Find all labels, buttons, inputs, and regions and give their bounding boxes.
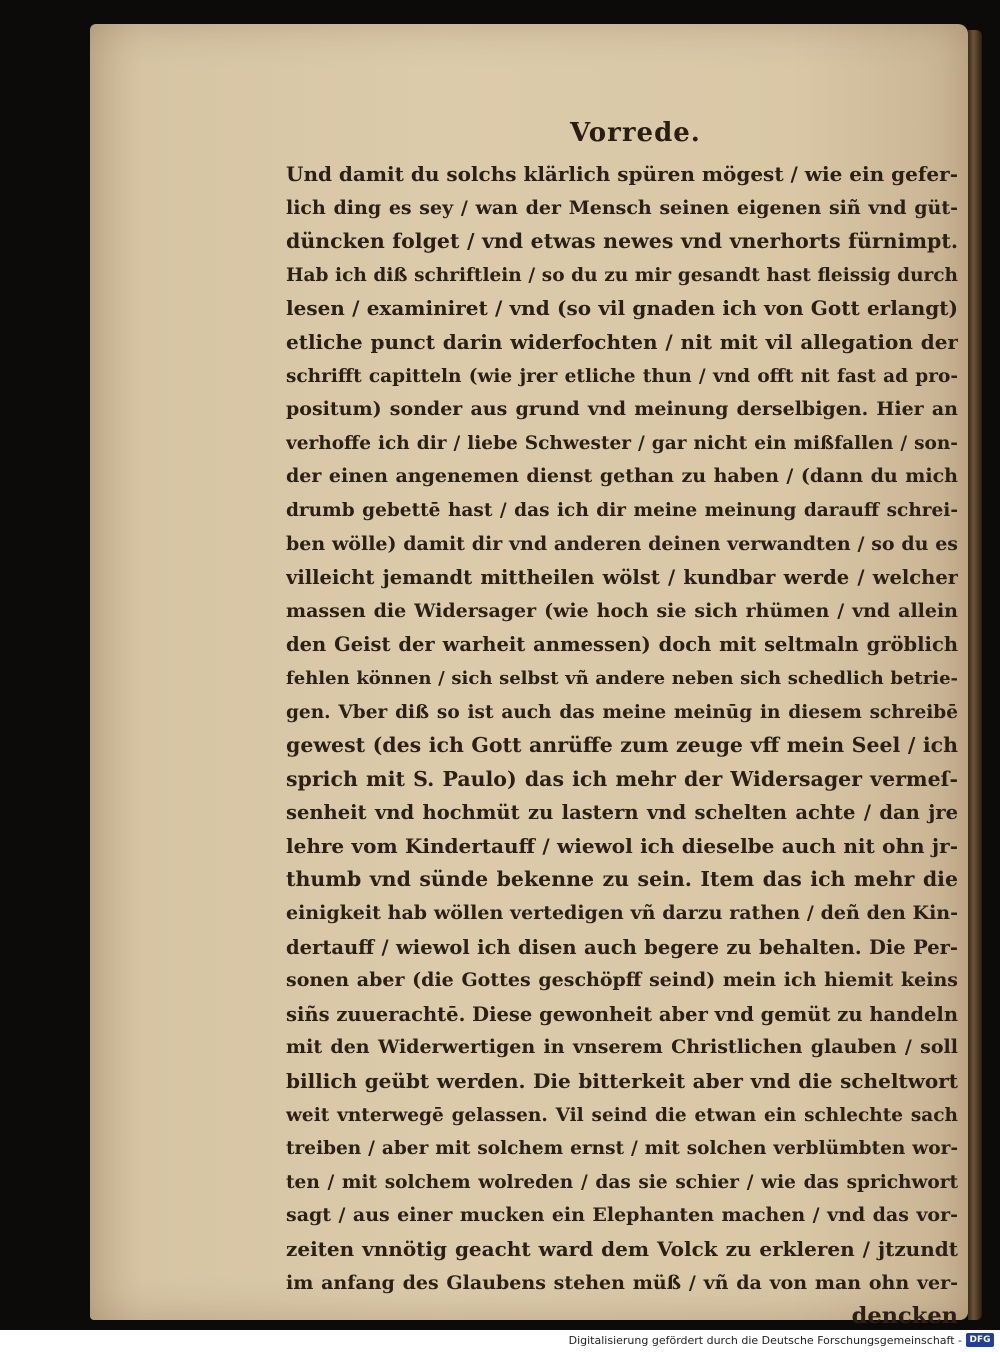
text-line: weit vnterwegē gelassen. Vil seind die etwan ein schlechte sach — [286, 1104, 958, 1126]
footer-bar — [0, 1330, 1000, 1352]
text-line: drumb gebettē hast / das ich dir meine meinung darauff schrei- — [286, 499, 958, 521]
text-line: düncken folget / vnd etwas newes vnd vnerhorts fürnimpt. — [286, 229, 958, 254]
text-line: ten / mit solchem wolreden / das sie schier / wie das sprichwort — [286, 1171, 958, 1193]
text-line: villeicht jemandt mittheilen wölst / kundbar werde / welcher — [286, 566, 958, 590]
text-line: thumb vnd sünde bekenne zu sein. Item das ich mehr die — [286, 867, 958, 892]
text-line: ben wölle) damit dir vnd anderen deinen verwandten / so du es — [286, 532, 958, 555]
text-line: den Geist der warheit anmessen) doch mit seltmaln gröblich — [286, 633, 958, 657]
text-line: sagt / aus einer mucken ein Elephanten machen / vnd das vor- — [286, 1204, 958, 1227]
running-head: Vorrede. — [570, 118, 701, 148]
dfg-logo: DFG — [966, 1333, 994, 1347]
text-line: gewest (des ich Gott anrüffe zum zeuge vff mein Seel / ich — [286, 733, 958, 758]
body-text — [286, 158, 958, 1334]
text-line: senheit vnd hochmüt zu lastern vnd schelten achte / dan jre — [286, 801, 958, 825]
text-line: treiben / aber mit solchem ernst / mit solchen verblümbten wor- — [286, 1138, 958, 1160]
text-line: etliche punct darin widerfochten / nit mit vil allegation der — [286, 329, 958, 354]
text-line: siñs zuuerachtē. Diese gewonheit aber vnd gemüt zu handeln — [286, 1002, 958, 1026]
text-line: einigkeit hab wöllen vertedigen vñ darzu rathen / deñ den Kin- — [286, 902, 958, 925]
text-line: lesen / examiniret / vnd (so vil gnaden ich von Gott erlangt) — [286, 296, 958, 321]
text-line: der einen angenemen dienst gethan zu haben / (dann du mich — [286, 465, 958, 488]
text-line: zeiten vnnötig geacht ward dem Volck zu erkleren / jtzundt — [286, 1237, 958, 1261]
text-line: verhoffe ich dir / liebe Schwester / gar nicht ein mißfallen / son- — [286, 432, 958, 454]
text-line: lehre vom Kindertauff / wiewol ich dieselbe auch nit ohn jr- — [286, 833, 958, 858]
page-edge — [968, 30, 982, 1320]
text-line: sprich mit S. Paulo) das ich mehr der Widersager vermeſ- — [286, 766, 958, 791]
text-line: im anfang des Glaubens stehen müß / vñ da von man ohn ver- — [286, 1271, 958, 1294]
text-line: dencken — [851, 1303, 958, 1330]
text-line: Und damit du solchs klärlich spüren mögest / wie ein gefer- — [286, 162, 958, 186]
text-line: gen. Vber diß so ist auch das meine meinūg in diesem schreibē — [286, 701, 958, 723]
text-line: positum) sonder aus grund vnd meinung derselbigen. Hier an — [286, 398, 958, 421]
text-line: dertauff / wiewol ich disen auch begere zu behalten. Die Per- — [286, 935, 958, 959]
text-line: Hab ich diß schriftlein / so du zu mir gesandt hast fleissig durch — [286, 264, 958, 286]
text-line: massen die Widersager (wie hoch sie sich rhümen / vnd allein — [286, 599, 958, 622]
text-line: lich ding es sey / wan der Mensch seinen eigenen siñ vnd güt- — [286, 196, 958, 219]
text-line: fehlen können / sich selbst vñ andere neben sich schedlich betrie- — [286, 667, 958, 689]
text-line: billich geübt werden. Die bitterkeit aber vnd die scheltwort — [286, 1069, 958, 1094]
funding-credit: Digitalisierung gefördert durch die Deutsche Forschungsgemeinschaft - — [568, 1334, 962, 1347]
text-line: mit den Widerwertigen in vnserem Christlichen glauben / soll — [286, 1036, 958, 1059]
text-line: sonen aber (die Gottes geschöpff seind) mein ich hiemit keins — [286, 969, 958, 992]
text-line: schrifft capitteln (wie jrer etliche thun / vnd offt nit fast ad pro- — [286, 365, 958, 387]
